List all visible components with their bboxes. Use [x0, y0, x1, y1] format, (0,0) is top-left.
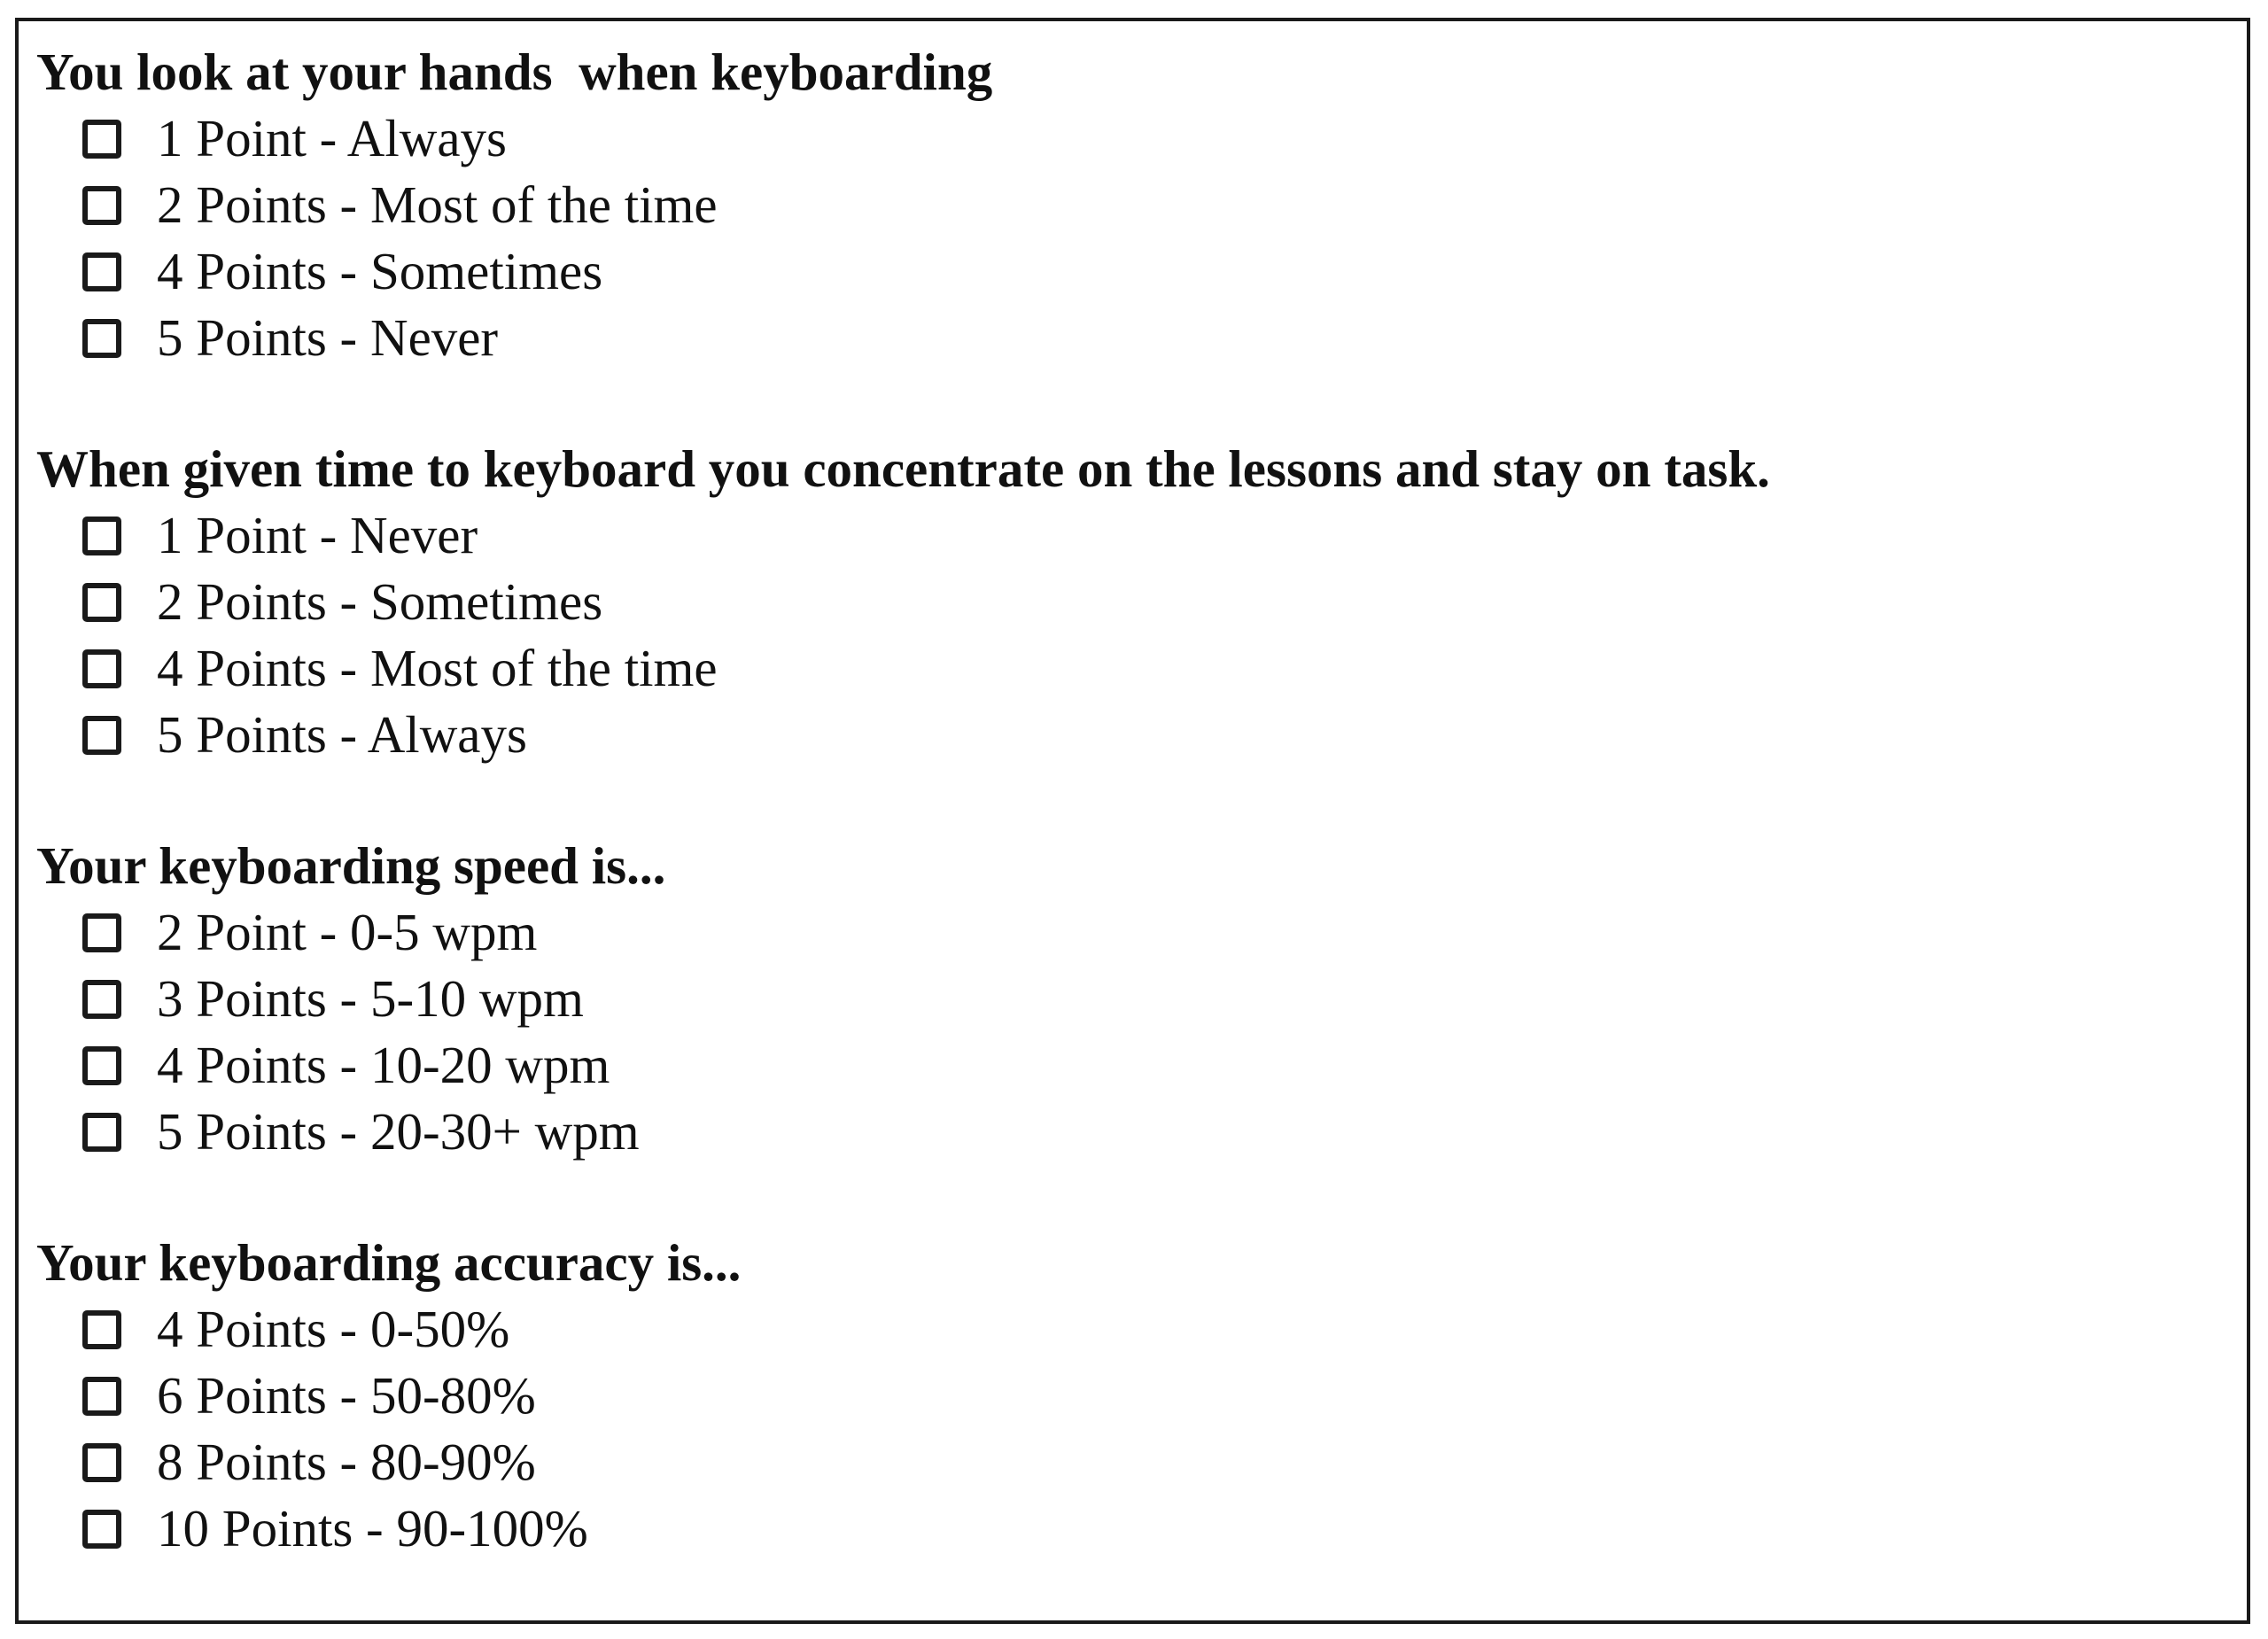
checkbox-icon[interactable] [82, 980, 121, 1019]
option-label[interactable]: 3 Points - 5-10 wpm [157, 969, 584, 1028]
option-label[interactable]: 2 Points - Sometimes [157, 572, 603, 631]
checkbox-icon[interactable] [82, 120, 121, 159]
option-label[interactable]: 6 Points - 50-80% [157, 1366, 536, 1425]
question-concentration [36, 436, 2198, 768]
option-label[interactable]: 4 Points - 0-50% [157, 1300, 510, 1358]
option-item[interactable] [36, 569, 2198, 635]
checkbox-icon[interactable] [82, 319, 121, 358]
checkbox-icon[interactable] [82, 649, 121, 688]
option-item[interactable] [36, 1296, 2198, 1363]
checkbox-icon[interactable] [82, 1443, 121, 1482]
question-hands [36, 39, 2198, 371]
option-label[interactable]: 5 Points - Never [157, 308, 499, 367]
checkbox-icon[interactable] [82, 1377, 121, 1416]
question-accuracy [36, 1230, 2198, 1562]
rubric-form [15, 18, 2250, 1624]
checkbox-icon[interactable] [82, 1046, 121, 1085]
option-item[interactable] [36, 1495, 2198, 1562]
option-item[interactable] [36, 172, 2198, 238]
option-list [36, 105, 2198, 371]
question-prompt: You look at your hands when keyboarding [36, 43, 993, 101]
option-item[interactable] [36, 502, 2198, 569]
option-item[interactable] [36, 1429, 2198, 1495]
checkbox-icon[interactable] [82, 1510, 121, 1549]
option-item[interactable] [36, 1099, 2198, 1165]
option-label[interactable]: 4 Points - 10-20 wpm [157, 1036, 610, 1094]
option-item[interactable] [36, 1032, 2198, 1099]
checkbox-icon[interactable] [82, 583, 121, 622]
option-item[interactable] [36, 635, 2198, 702]
checkbox-icon[interactable] [82, 1113, 121, 1152]
question-prompt: Your keyboarding accuracy is... [36, 1233, 742, 1292]
option-list [36, 502, 2198, 768]
option-item[interactable] [36, 702, 2198, 768]
checkbox-icon[interactable] [82, 252, 121, 291]
option-item[interactable] [36, 238, 2198, 305]
option-item[interactable] [36, 305, 2198, 371]
option-list [36, 899, 2198, 1165]
checkbox-icon[interactable] [82, 186, 121, 225]
option-item[interactable] [36, 966, 2198, 1032]
option-label[interactable]: 5 Points - 20-30+ wpm [157, 1102, 640, 1161]
option-list [36, 1296, 2198, 1562]
option-item[interactable] [36, 1363, 2198, 1429]
option-label[interactable]: 4 Points - Most of the time [157, 639, 718, 697]
checkbox-icon[interactable] [82, 913, 121, 952]
option-label[interactable]: 4 Points - Sometimes [157, 242, 603, 300]
question-prompt: When given time to keyboard you concentrate on the lessons and stay on task. [36, 439, 1770, 498]
option-label[interactable]: 8 Points - 80-90% [157, 1433, 536, 1491]
option-label[interactable]: 2 Points - Most of the time [157, 175, 718, 234]
checkbox-icon[interactable] [82, 517, 121, 555]
option-label[interactable]: 2 Point - 0-5 wpm [157, 903, 538, 961]
option-label[interactable]: 1 Point - Never [157, 506, 478, 564]
option-label[interactable]: 10 Points - 90-100% [157, 1499, 588, 1557]
option-label[interactable]: 5 Points - Always [157, 705, 527, 764]
question-speed [36, 833, 2198, 1165]
option-item[interactable] [36, 899, 2198, 966]
option-item[interactable] [36, 105, 2198, 172]
question-prompt: Your keyboarding speed is... [36, 836, 666, 895]
checkbox-icon[interactable] [82, 1310, 121, 1349]
option-label[interactable]: 1 Point - Always [157, 109, 507, 167]
checkbox-icon[interactable] [82, 716, 121, 755]
